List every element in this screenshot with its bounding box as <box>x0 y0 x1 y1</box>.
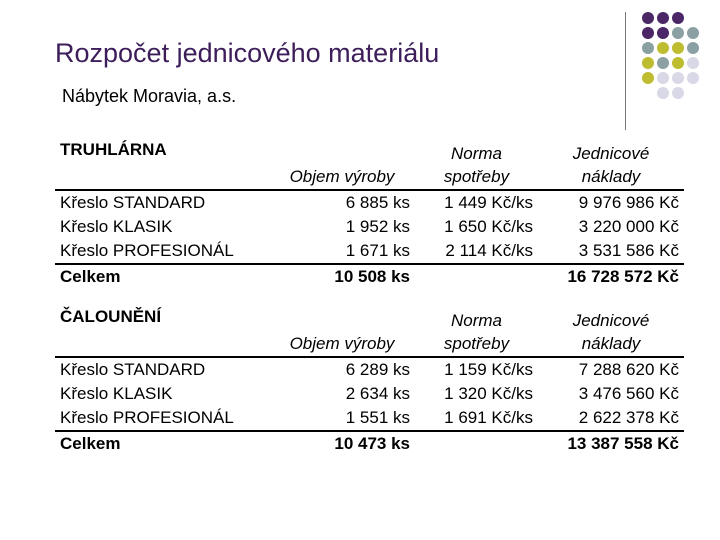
decor-dot <box>642 12 654 24</box>
col-header-naklady: Jednicové náklady <box>572 311 650 353</box>
total-naklady: 13 387 558 Kč <box>567 434 679 453</box>
col-header-norma: Norma spotřeby <box>443 144 510 186</box>
decor-dot <box>642 42 654 54</box>
decor-dot <box>672 72 684 84</box>
decor-dot <box>657 57 669 69</box>
table-header-row <box>55 128 684 190</box>
decor-dot <box>687 72 699 84</box>
decor-dot <box>672 87 684 99</box>
table-header-row <box>55 295 684 357</box>
cell-objem: 1 551 ks <box>345 408 410 427</box>
table-truhlarna <box>55 128 684 289</box>
table-row <box>55 406 684 431</box>
slide-title: Rozpočet jednicového materiálu <box>55 38 440 68</box>
total-naklady: 16 728 572 Kč <box>567 267 679 286</box>
decor-dot <box>672 57 684 69</box>
table-total-row <box>55 431 684 456</box>
table-row <box>55 382 684 406</box>
total-norma-empty <box>415 264 538 289</box>
col-header-norma: Norma spotřeby <box>443 311 510 353</box>
row-label: Křeslo KLASIK <box>60 384 173 403</box>
col-header-objem: Objem výroby <box>289 167 395 186</box>
section-title: ČALOUNĚNÍ <box>60 307 162 326</box>
cell-norma: 2 114 Kč/ks <box>445 241 533 260</box>
cell-objem: 6 885 ks <box>345 193 410 212</box>
total-label: Celkem <box>60 267 121 286</box>
cell-norma: 1 320 Kč/ks <box>444 384 533 403</box>
decor-dot <box>657 72 669 84</box>
cell-naklady: 9 976 986 Kč <box>578 193 679 212</box>
decor-dot <box>642 27 654 39</box>
cell-naklady: 7 288 620 Kč <box>578 360 679 379</box>
section-title: TRUHLÁRNA <box>60 140 167 159</box>
cell-naklady: 3 476 560 Kč <box>578 384 679 403</box>
cell-objem: 2 634 ks <box>345 384 410 403</box>
total-label: Celkem <box>60 434 121 453</box>
decor-dot <box>672 12 684 24</box>
row-label: Křeslo STANDARD <box>60 360 206 379</box>
total-norma-empty <box>415 431 538 456</box>
cell-objem: 1 671 ks <box>345 241 410 260</box>
cell-norma: 1 159 Kč/ks <box>444 360 533 379</box>
table-calouneni <box>55 295 684 456</box>
row-label: Křeslo STANDARD <box>60 193 206 212</box>
table-row <box>55 357 684 382</box>
decor-dot <box>687 27 699 39</box>
table-row <box>55 239 684 264</box>
total-objem: 10 473 ks <box>334 434 410 453</box>
decor-dot <box>657 12 669 24</box>
decor-dot <box>642 72 654 84</box>
cell-norma: 1 650 Kč/ks <box>444 217 533 236</box>
decor-dot <box>672 27 684 39</box>
decor-dot <box>687 57 699 69</box>
table-total-row <box>55 264 684 289</box>
cell-objem: 1 952 ks <box>345 217 410 236</box>
decor-dot <box>657 42 669 54</box>
col-header-objem: Objem výroby <box>289 334 395 353</box>
cell-naklady: 3 220 000 Kč <box>578 217 679 236</box>
decor-dot <box>672 42 684 54</box>
total-objem: 10 508 ks <box>334 267 410 286</box>
cell-norma: 1 449 Kč/ks <box>444 193 533 212</box>
slide-subtitle: Nábytek Moravia, a.s. <box>62 86 237 106</box>
decor-dot <box>687 42 699 54</box>
cell-naklady: 2 622 378 Kč <box>578 408 679 427</box>
decor-vertical-line <box>625 12 626 130</box>
col-header-naklady: Jednicové náklady <box>572 144 650 186</box>
table-row <box>55 190 684 215</box>
table-row <box>55 215 684 239</box>
cell-objem: 6 289 ks <box>345 360 410 379</box>
decor-dot <box>657 87 669 99</box>
decor-dot <box>642 57 654 69</box>
row-label: Křeslo PROFESIONÁL <box>60 408 234 427</box>
row-label: Křeslo KLASIK <box>60 217 173 236</box>
cell-naklady: 3 531 586 Kč <box>578 241 679 260</box>
cell-norma: 1 691 Kč/ks <box>444 408 533 427</box>
decor-dot <box>657 27 669 39</box>
row-label: Křeslo PROFESIONÁL <box>60 241 234 260</box>
